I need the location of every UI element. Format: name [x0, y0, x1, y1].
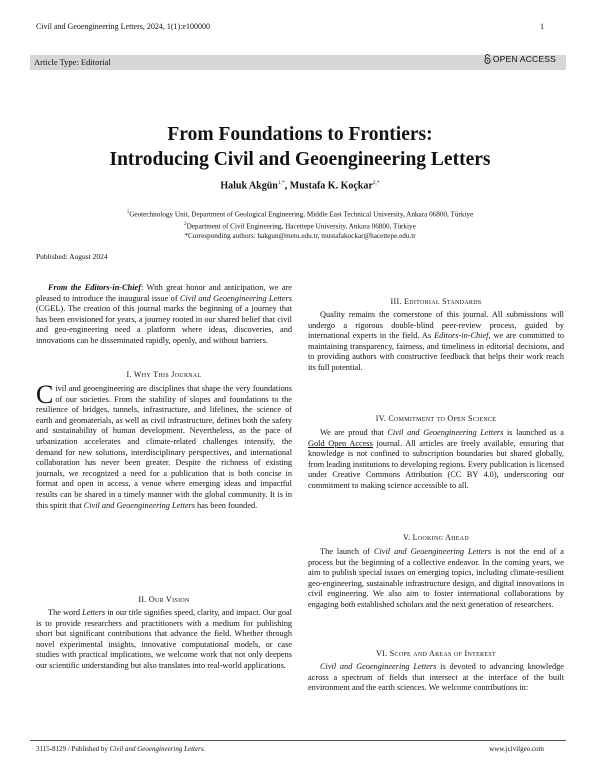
section-4-text: We are proud that Civil and Geoengineering Letters is launched as a Gold Open Access journal. All articles are freely available, ensuring that knowledge is not confined to subscription boundaries but shared globally, from leading institutions to developing regions. Every publication is licensed under Creative Commons Attribution (CC BY 4.0), underscoring our commitment to making science accessible to all. [308, 428, 564, 490]
section-5-text: The launch of Civil and Geoengineering Letters is not the end of a process but the beginning of a collective endeavor. In the coming years, we aim to publish special issues on emerging topics, including climate-resilient geo-engineering, sustainable infrastructure design, and digital innovations in civil engineering. We also aim to foster international collaborations by engaging both established scholars and the next generation of researchers. [308, 547, 564, 609]
page-number: 1 [540, 22, 544, 31]
section-6-text: Civil and Geoengineering Letters is devoted to advancing knowledge across a spectrum of fields that intersect at the interface of the built environment and the earth sciences. We welcome contributions in: [308, 662, 564, 693]
open-access-label: OPEN ACCESS [492, 54, 556, 64]
affiliation-2: $^2$Department of Civil Engineering, Hacettepe University, Ankara 06800, Türkiye [184, 221, 416, 231]
section-2-heading: II. Our Vision [138, 595, 190, 604]
title-line-1: From Foundations to Frontiers: [167, 124, 433, 145]
footer-rule [30, 740, 566, 741]
affiliations [0, 208, 600, 241]
section-5-heading: V. Looking Ahead [402, 533, 470, 542]
section-1-heading: I. Why This Journal [126, 370, 202, 379]
corresponding-authors: *Corresponding authors: hakgun@metu.edu.tr, mustafakockar@hacettepe.edu.tr [184, 231, 416, 240]
intro-paragraph: From the Editors-in-Chief: With great honor and anticipation, we are pleased to introduce the inaugural issue of Civil and Geoengineering Letters (CGEL). The creation of this journal marks the beginning of a journey that has been envisioned for years, a journey rooted in our shared belief that civil and geo-engineering need a platform where ideas, discoveries, and innovations can be disseminated rapidly, openly, and without barriers. [36, 283, 292, 345]
author-1: Haluk Akgün [220, 180, 278, 192]
gold-open-access-link[interactable]: Gold Open Access [308, 438, 373, 448]
section-2-text: The word Letters in our title signifies speed, clarity, and impact. Our goal is to provide researchers and practitioners with a medium for publishing short but significant contributions that advance the field. Whether through novel experimental insights, innovative computational models, or case studies with practical implications, we welcome work that not only deepens our scientific understanding but also translates into real-world applications. [36, 608, 292, 670]
title-line-2: Introducing Civil and Geoengineering Letters [109, 149, 491, 170]
published-date: Published: August 2024 [36, 252, 108, 261]
intro-lead: From the Editors-in-Chief [48, 283, 141, 292]
author-2-sup: 2,* [372, 180, 380, 186]
section-1-text: Civil and geoengineering are disciplines that shape the very foundations of our societies. From the stability of slopes and foundations to the resilience of bridges, tunnels, infrastructure, and lifelines, the science of earth and geomaterials, as well as civil infrastructure, defines both the safety and sustainability of human development. Nevertheless, as the pace of urbanization accelerates and climate-related challenges intensify, the demand for new solutions, interdisciplinary perspectives, and international collaboration has never been greater. Despite the richness of existing journals, we recognized a need for a publication that is both concise in format and open in access, a venue where emerging ideas and impactful results can be shared in a timely manner with the global community. It is in this spirit that Civil and Geoengineering Letters has been founded. [36, 380, 292, 510]
drop-cap: C [36, 380, 54, 409]
article-type-label: Article Type: Editorial [34, 57, 111, 67]
author-list: Haluk Akgün$^{1,*}$, Mustafa K. Koçkar$^{2,*}$ [220, 180, 380, 192]
section-4-heading: IV. Commitment to Open Science [375, 414, 497, 423]
author-1-sup: 1,* [277, 180, 285, 186]
section-3-text: Quality remains the cornerstone of this journal. All submissions will undergo a rigorous double-blind peer-review process, guided by international experts in the field. As Editors-in-Chief, we are committed to maintaining transparency, fairness, and timeliness in editorial decisions, and to providing authors with constructive feedback that helps their work reach its full potential. [308, 310, 564, 372]
affiliation-1: $^1$Geotechnology Unit, Department of Geological Engineering, Middle East Technical University, Ankara 06800, Türkiye [126, 210, 474, 219]
open-access-badge [484, 54, 556, 64]
open-lock-icon [484, 54, 491, 64]
footer-website-link[interactable]: www.jcivilgeo.com [489, 745, 544, 753]
author-2: Mustafa K. Koçkar [289, 180, 373, 192]
section-3-heading: III. Editorial Standards [390, 297, 482, 306]
article-title [0, 122, 600, 172]
footer-publisher: 3115-8129 / Published by Civil and Geoengineering Letters. [36, 745, 206, 753]
running-header: Civil and Geoengineering Letters, 2024, 1(1):e100000 [36, 22, 210, 31]
section-6-heading: VI. Scope and Areas of Interest [376, 649, 496, 658]
